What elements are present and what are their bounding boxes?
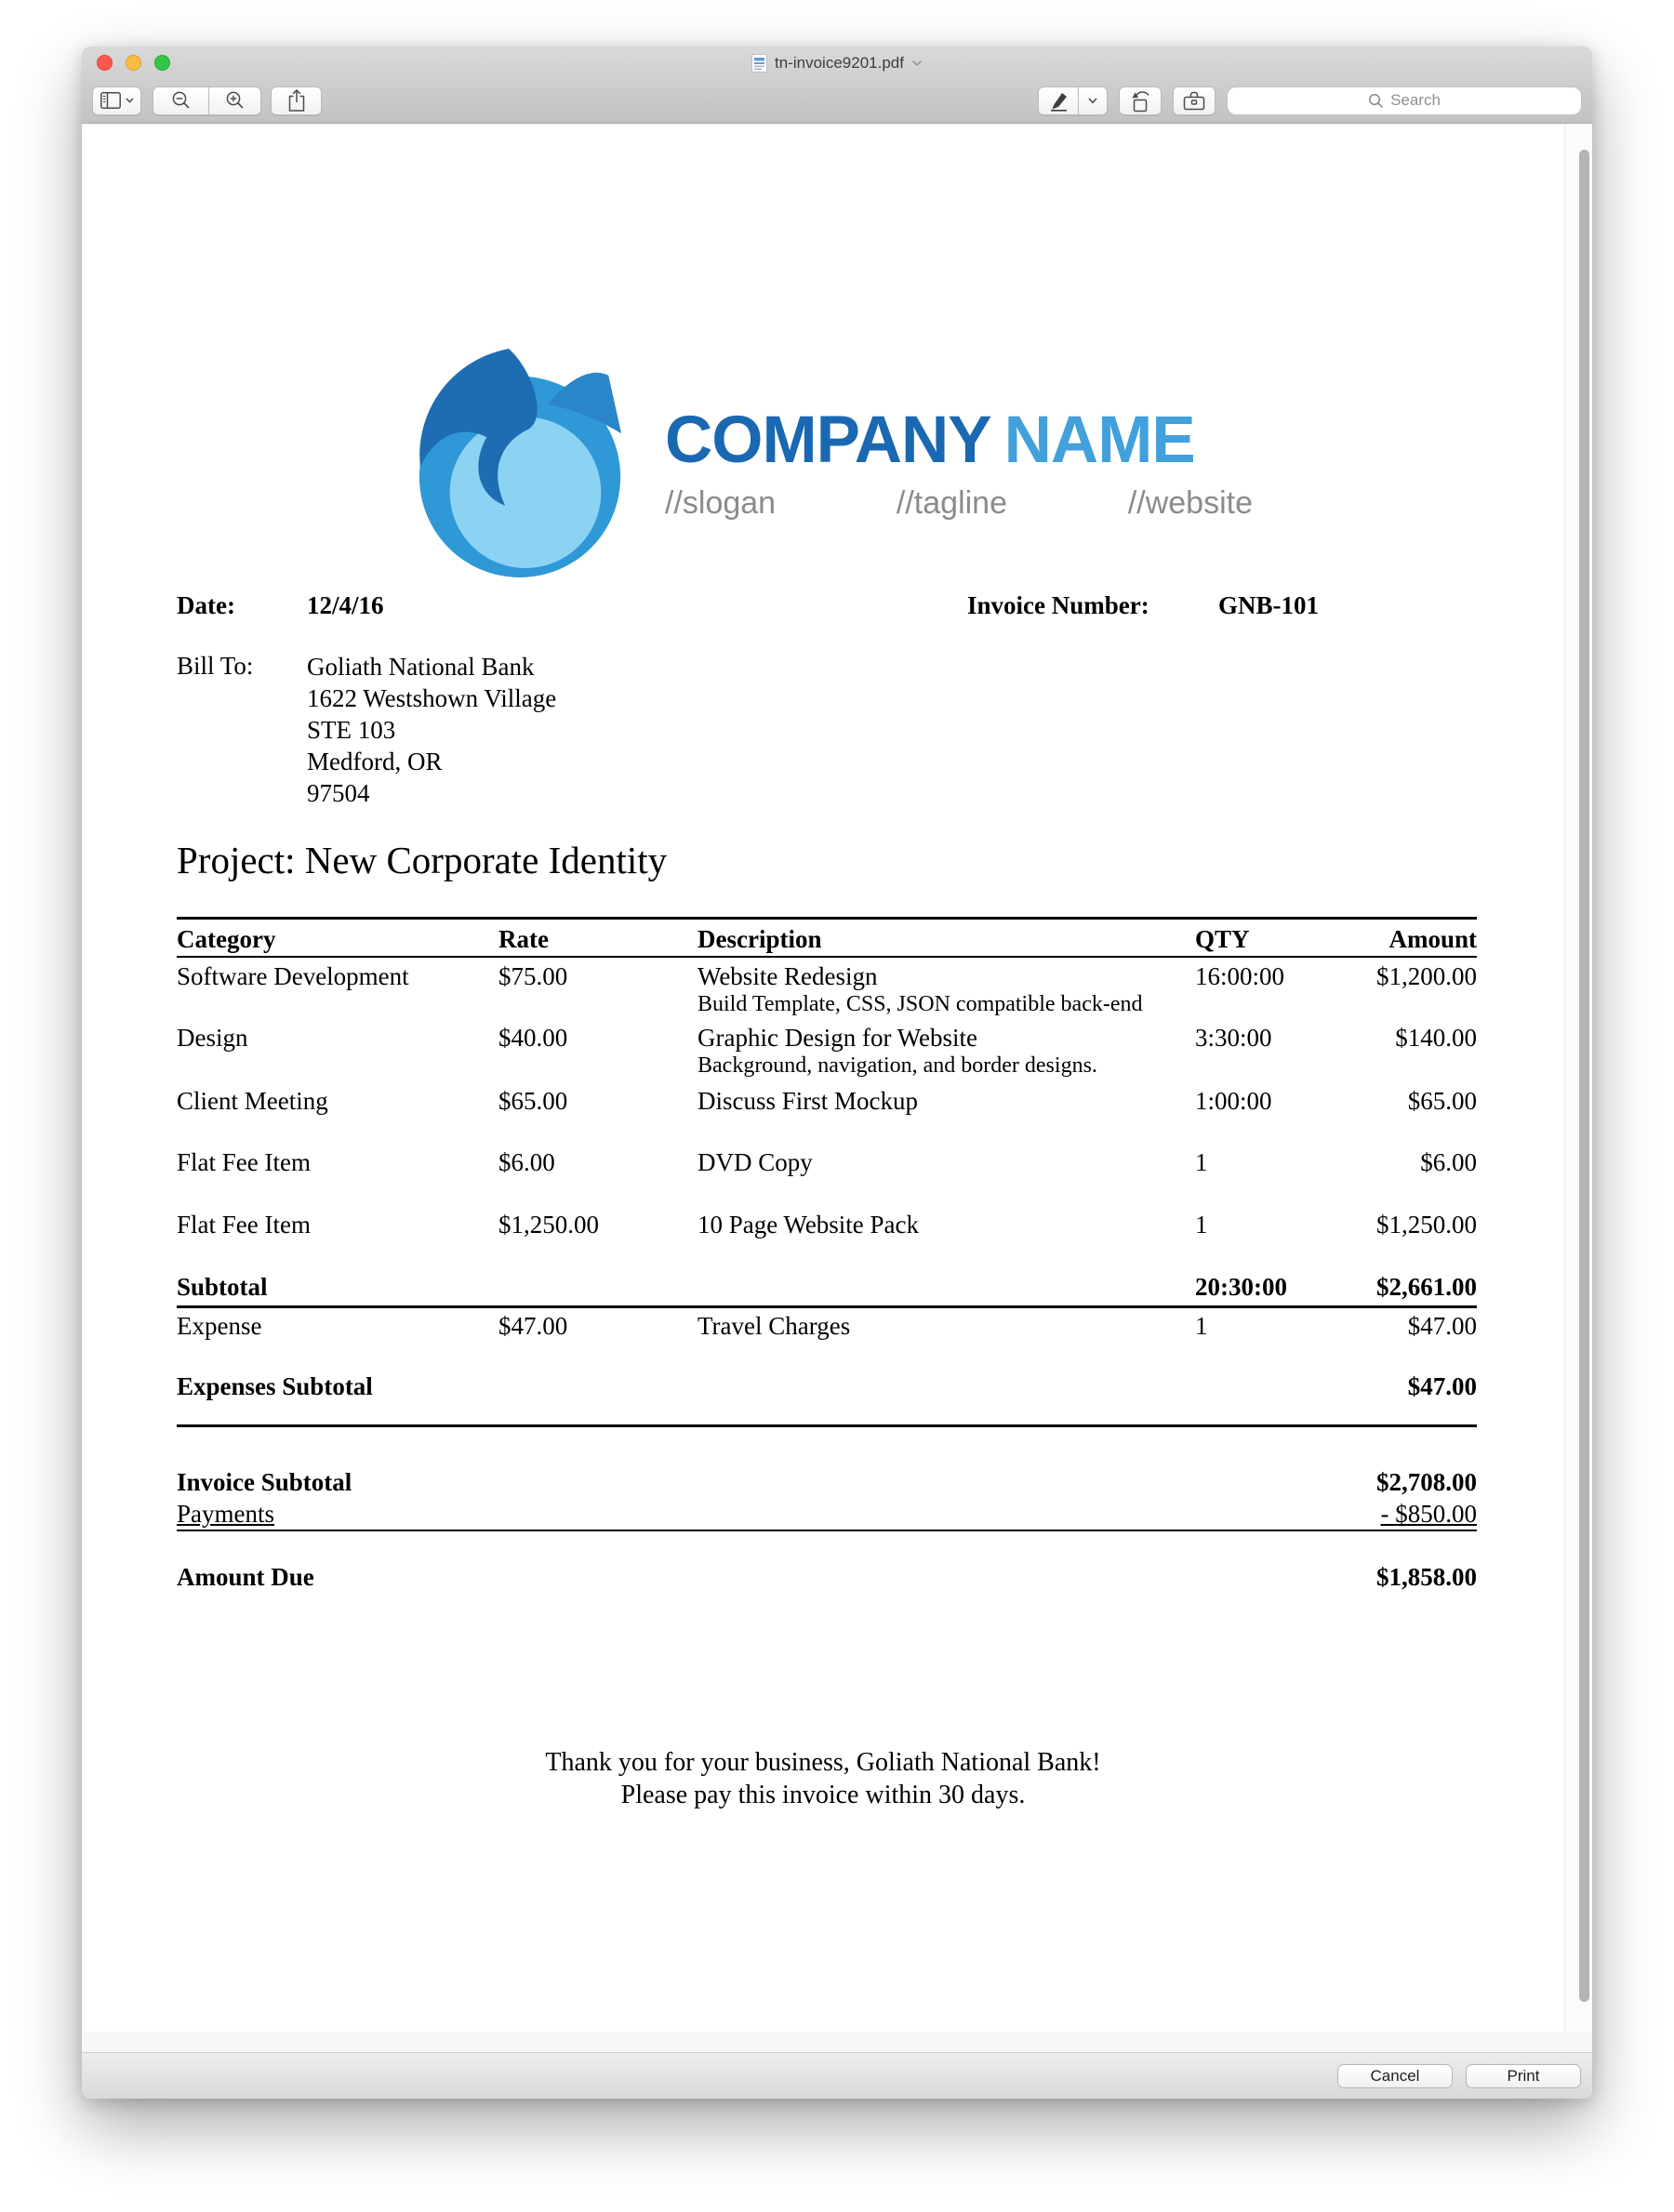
search-input[interactable] <box>1227 86 1582 115</box>
cell-category: Expense <box>177 1312 262 1340</box>
minimize-window-button[interactable] <box>126 55 141 71</box>
cell-category: Software Development <box>177 962 409 990</box>
table-header-row <box>177 917 1477 958</box>
cell-description: Discuss First Mockup <box>698 1087 919 1115</box>
cell-subdescription: Build Template, CSS, JSON compatible back-end <box>698 992 1143 1016</box>
cell-qty: 1 <box>1195 1148 1208 1176</box>
bill-to-block <box>82 651 556 809</box>
thank-you-line: Please pay this invoice within 30 days. <box>620 1781 1026 1809</box>
cell-subdescription: Background, navigation, and border designs. <box>698 1053 1097 1078</box>
cell-amount: $47.00 <box>1407 1312 1477 1340</box>
table-row-subdescription <box>177 991 1477 1017</box>
search-icon <box>1368 93 1384 109</box>
company-word: COMPANY <box>665 404 991 477</box>
tagline-text: //tagline <box>896 485 1007 521</box>
cell-category: Design <box>177 1024 248 1052</box>
company-logo-text <box>665 403 1253 522</box>
invoice-page <box>82 124 1564 2032</box>
company-logo <box>400 347 644 582</box>
window-title: tn-invoice9201.pdf <box>775 53 904 72</box>
payments-amount: - $850.00 <box>1380 1500 1477 1528</box>
invoice-number-value: GNB-101 <box>1218 591 1319 619</box>
markup-toolbar-button[interactable] <box>1173 86 1216 115</box>
close-window-button[interactable] <box>97 55 113 71</box>
payments-label: Payments <box>177 1500 274 1528</box>
print-button[interactable]: Print <box>1466 2064 1581 2088</box>
toolbar <box>82 79 1592 122</box>
cell-rate: $47.00 <box>498 1312 568 1340</box>
traffic-lights <box>97 55 170 71</box>
cell-description: Travel Charges <box>698 1312 851 1340</box>
cell-rate: $40.00 <box>498 1024 568 1052</box>
document-proxy-icon[interactable] <box>751 54 767 73</box>
table-row <box>177 1210 1477 1239</box>
cancel-button[interactable]: Cancel <box>1337 2064 1453 2088</box>
subtotal-amount: $2,661.00 <box>1376 1273 1477 1301</box>
bill-to-address <box>307 651 556 809</box>
cell-amount: $6.00 <box>1420 1148 1477 1176</box>
titlebar[interactable] <box>82 46 1592 79</box>
view-menu-button[interactable] <box>92 86 141 115</box>
col-header-description: Description <box>698 925 822 953</box>
cell-category: Client Meeting <box>177 1087 328 1115</box>
cell-description: 10 Page Website Pack <box>698 1211 920 1238</box>
col-header-category: Category <box>177 925 276 953</box>
zoom-in-icon <box>225 90 246 111</box>
toolbox-icon <box>1182 89 1206 112</box>
name-word: NAME <box>1003 404 1195 477</box>
project-title: Project: New Corporate Identity <box>177 839 668 881</box>
pdf-view <box>82 124 1592 2032</box>
cell-rate: $65.00 <box>498 1087 568 1115</box>
thank-you-line: Thank you for your business, Goliath National Bank! <box>545 1748 1101 1777</box>
search-placeholder: Search <box>1390 91 1441 109</box>
cell-qty: 16:00:00 <box>1195 962 1285 990</box>
invoice-number-label: Invoice Number: <box>967 591 1149 619</box>
date-label: Date: <box>177 591 235 619</box>
rotate-left-button[interactable] <box>1119 86 1162 115</box>
payments-row <box>177 1499 1477 1531</box>
website-text: //website <box>1127 485 1253 521</box>
window-chrome <box>82 46 1592 124</box>
subtotal-qty: 20:30:00 <box>1195 1273 1287 1301</box>
zoom-out-button[interactable] <box>153 86 209 115</box>
cell-qty: 1 <box>1195 1312 1208 1340</box>
chevron-down-icon <box>1088 98 1097 104</box>
horizontal-scroll-strip <box>82 2032 1592 2053</box>
table-row-subdescription <box>177 1053 1477 1079</box>
share-button[interactable] <box>271 86 322 115</box>
cell-rate: $6.00 <box>498 1148 555 1176</box>
zoom-out-icon <box>171 90 192 111</box>
col-header-amount: Amount <box>1388 925 1477 953</box>
chevron-down-icon <box>126 98 134 103</box>
markup-dropdown-button[interactable] <box>1078 86 1108 115</box>
rotate-left-icon <box>1128 88 1152 113</box>
expenses-subtotal-amount: $47.00 <box>1407 1372 1477 1400</box>
cell-rate: $75.00 <box>498 962 568 990</box>
expenses-subtotal-label: Expenses Subtotal <box>177 1372 373 1400</box>
cell-description: Graphic Design for Website <box>698 1024 977 1052</box>
cell-description: DVD Copy <box>698 1148 813 1176</box>
expense-row <box>177 1311 1477 1341</box>
thank-you-note <box>82 1746 1564 1811</box>
cell-description: Website Redesign <box>698 962 878 990</box>
invoice-meta-row <box>82 590 1564 622</box>
share-icon <box>286 88 307 113</box>
markup-pen-icon <box>1048 89 1069 112</box>
bill-to-line: Medford, OR <box>307 748 443 775</box>
cell-qty: 1 <box>1195 1211 1208 1238</box>
vertical-scrollbar-thumb[interactable] <box>1579 150 1589 2002</box>
invoice-subtotal-amount: $2,708.00 <box>1376 1468 1477 1496</box>
date-value: 12/4/16 <box>307 591 384 619</box>
invoice-subtotal-row <box>177 1467 1477 1497</box>
table-row <box>177 1023 1477 1053</box>
cell-amount: $1,200.00 <box>1376 962 1477 990</box>
invoice-table <box>177 917 1477 1592</box>
cell-category: Flat Fee Item <box>177 1148 311 1176</box>
vertical-scrollbar-track[interactable] <box>1564 124 1592 2032</box>
slogan-text: //slogan <box>665 485 777 521</box>
bill-to-line: Goliath National Bank <box>307 653 535 681</box>
table-row <box>177 961 1477 991</box>
col-header-rate: Rate <box>498 925 549 953</box>
preview-window <box>82 46 1592 2099</box>
amount-due-amount: $1,858.00 <box>1376 1563 1477 1591</box>
bill-to-line: STE 103 <box>307 716 396 744</box>
subtotal-row <box>177 1272 1477 1308</box>
subtotal-label: Subtotal <box>177 1273 268 1301</box>
zoom-window-button[interactable] <box>154 55 170 71</box>
bill-to-line: 1622 Westshown Village <box>307 684 557 712</box>
cell-rate: $1,250.00 <box>498 1211 599 1238</box>
cell-amount: $65.00 <box>1407 1087 1477 1115</box>
sidebar-icon <box>100 92 121 109</box>
table-row <box>177 1147 1477 1177</box>
cell-category: Flat Fee Item <box>177 1211 311 1238</box>
amount-due-row <box>177 1562 1477 1592</box>
cell-qty: 1:00:00 <box>1195 1087 1272 1115</box>
zoom-in-button[interactable] <box>208 86 261 115</box>
expenses-subtotal-row <box>177 1371 1477 1401</box>
cell-amount: $1,250.00 <box>1376 1211 1477 1238</box>
cell-qty: 3:30:00 <box>1195 1024 1272 1052</box>
table-row <box>177 1086 1477 1116</box>
section-divider <box>177 1424 1477 1427</box>
print-dialog-bar <box>82 2053 1592 2099</box>
col-header-qty: QTY <box>1195 925 1250 953</box>
amount-due-label: Amount Due <box>177 1563 314 1591</box>
bill-to-label: Bill To: <box>177 652 254 680</box>
bill-to-line: 97504 <box>307 779 370 807</box>
cell-amount: $140.00 <box>1395 1024 1477 1052</box>
invoice-subtotal-label: Invoice Subtotal <box>177 1468 352 1496</box>
title-chevron-icon[interactable] <box>911 60 923 67</box>
markup-button[interactable] <box>1038 86 1079 115</box>
